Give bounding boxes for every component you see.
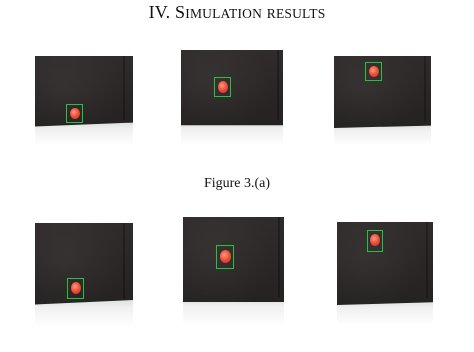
red-ball	[71, 282, 81, 294]
red-ball	[369, 66, 379, 77]
cloth-fold	[123, 223, 125, 299]
cloth-fold	[277, 50, 279, 120]
frame-row1-col2	[181, 50, 283, 146]
cloth-fold	[278, 217, 280, 297]
cloth-fold	[426, 222, 428, 298]
frame-row1-col1	[35, 56, 133, 146]
frame-row2-col3	[337, 222, 433, 326]
frame-row2-col2	[183, 217, 284, 326]
cloth-fold	[123, 56, 125, 120]
heading-small-caps-2: RESULTS	[266, 6, 326, 21]
heading-small-caps-1: IMULATION	[185, 6, 263, 21]
heading-numeral: IV. S	[148, 2, 186, 22]
red-ball	[370, 234, 380, 246]
frame-row2-col1	[35, 223, 133, 327]
red-ball	[218, 81, 228, 93]
cloth-fold	[424, 56, 426, 122]
figure-caption: Figure 3.(a)	[203, 176, 271, 191]
red-ball	[70, 108, 80, 119]
red-ball	[220, 250, 231, 263]
section-heading	[0, 2, 474, 23]
frame-row1-col3	[334, 56, 431, 146]
